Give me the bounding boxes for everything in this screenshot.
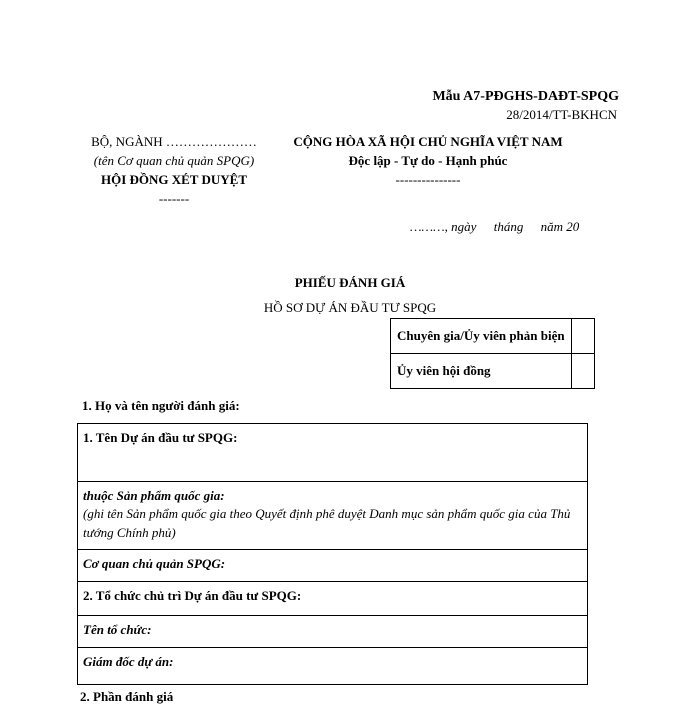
assessor-name-label: 1. Họ và tên người đánh giá: (82, 398, 240, 413)
project-name-row[interactable] (78, 424, 587, 482)
project-director-row[interactable] (78, 648, 587, 684)
organization-name-label: Tên tổ chức: (83, 622, 152, 637)
national-product-note: (ghi tên Sản phẩm quốc gia theo Quyết định phê duyệt Danh mục sản phẩm quốc gia của Thủ tướng Chính phủ) (83, 506, 571, 540)
organization-name-row[interactable] (78, 616, 587, 648)
date-line (410, 219, 593, 235)
project-name-label: 1. Tên Dự án đầu tư SPQG: (83, 430, 238, 445)
date-month: tháng (493, 219, 524, 234)
host-organization-row[interactable] (78, 582, 587, 616)
role-label: Chuyên gia/Ủy viên phản biện (391, 319, 572, 354)
document-subtitle: HỒ SƠ DỰ ÁN ĐẦU TƯ SPQG (263, 300, 437, 315)
right-divider: --------------- (395, 172, 461, 187)
left-divider: ------- (158, 191, 190, 206)
date-year: năm 20 (540, 219, 580, 234)
circular-number: 28/2014/TT-BKHCN (506, 107, 617, 122)
council-name: HỘI ĐỒNG XÉT DUYỆT (100, 172, 248, 187)
national-product-label: thuộc Sản phẩm quốc gia: (83, 488, 225, 503)
role-row (391, 319, 595, 354)
project-director-label: Giám đốc dự án: (83, 654, 174, 669)
host-organization-label: 2. Tổ chức chủ trì Dự án đầu tư SPQG: (83, 588, 302, 603)
ministry-line: BỘ, NGÀNH ………………… (91, 134, 257, 149)
document-title: PHIẾU ĐÁNH GIÁ (294, 275, 406, 290)
agency-note: (tên Cơ quan chủ quản SPQG) (93, 153, 255, 168)
issuer-block (68, 132, 280, 208)
date-place: ………, ngày (410, 219, 477, 234)
section-2-heading: 2. Phần đánh giá (80, 689, 174, 704)
managing-agency-row[interactable] (78, 550, 587, 582)
national-product-row[interactable] (78, 482, 587, 550)
national-header (268, 132, 588, 189)
managing-agency-label: Cơ quan chủ quản SPQG: (83, 556, 226, 571)
role-selection-table (390, 318, 595, 389)
role-row (391, 354, 595, 389)
project-info-table (77, 423, 588, 685)
role-checkbox[interactable] (571, 319, 594, 354)
national-motto: Độc lập - Tự do - Hạnh phúc (348, 153, 508, 168)
role-label: Ủy viên hội đồng (391, 354, 572, 389)
role-checkbox[interactable] (571, 354, 594, 389)
republic-name: CỘNG HÒA XÃ HỘI CHỦ NGHĨA VIỆT NAM (293, 134, 563, 149)
form-code: Mẫu A7-PĐGHS-DAĐT-SPQG (432, 89, 619, 104)
